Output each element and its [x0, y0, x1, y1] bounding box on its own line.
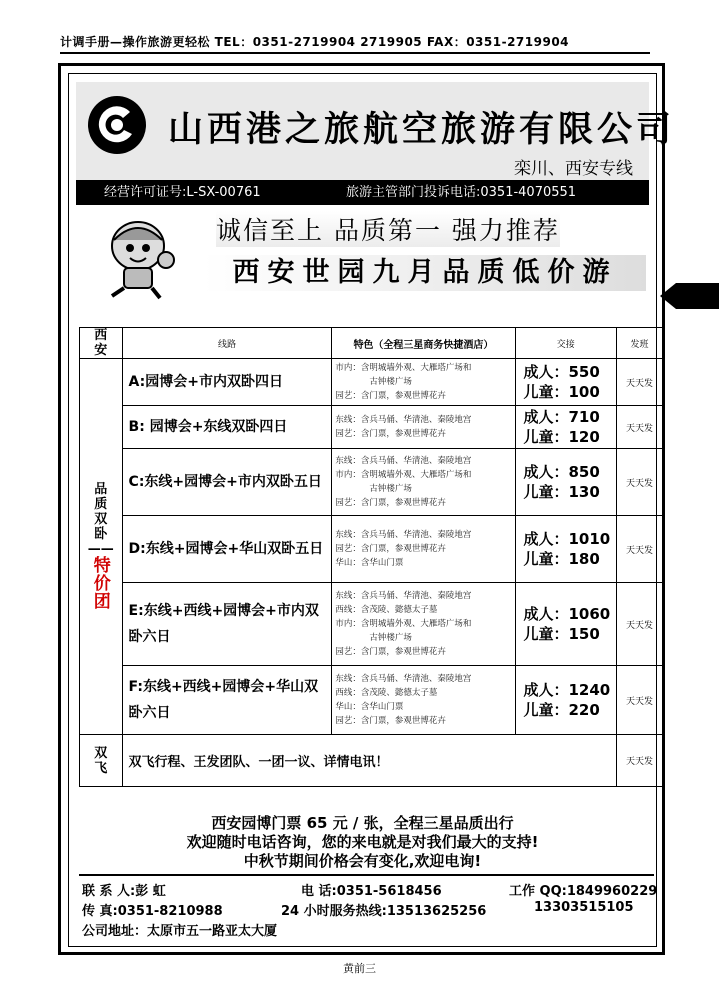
route-price: 成人：710 儿童：120	[515, 406, 617, 449]
license-bar	[76, 180, 649, 205]
contact-fax: 传 真:0351-8210988	[82, 904, 223, 919]
table-row	[80, 666, 663, 735]
route-price: 成人：1240 儿童：220	[515, 666, 617, 735]
header-price: 交接	[515, 328, 617, 359]
notes-line-1: 西安园博门票 65 元 / 张，全程三星品质出行	[211, 814, 514, 832]
table-row-air	[80, 735, 663, 787]
flyer-inner	[68, 73, 676, 947]
contact-address: 公司地址：太原市五一路亚太大厦	[82, 924, 278, 939]
mascot-cartoon-icon	[94, 210, 186, 300]
contact-phone: 电 话:0351-5618456	[301, 884, 442, 899]
route-features: 市内：含明城墙外观、大雁塔广场和 古钟楼广场 园艺：含门票，参观世博花卉	[332, 359, 515, 406]
contact-qq: 工作 QQ:1849960229	[509, 884, 658, 899]
flyer-frame	[58, 63, 676, 955]
air-departure: 天天发	[617, 735, 663, 787]
route-price: 成人：1060 儿童：150	[515, 583, 617, 666]
contact-block	[79, 874, 658, 939]
route-price: 成人：850 儿童：130	[515, 449, 617, 516]
complaint-phone: 旅游主管部门投诉电话:0351-4070551	[346, 185, 577, 200]
header-region: 西安	[80, 328, 123, 359]
route-departure: 天天发	[617, 449, 663, 516]
table-row	[80, 359, 663, 406]
route-name: A:园博会+市内双卧四日	[122, 359, 332, 406]
notes-line-2: 欢迎随时电话咨询，您的来电就是对我们最大的支持!	[186, 833, 539, 851]
route-line: 栾川、西安专线	[514, 159, 633, 179]
contact-mobile: 13303515105	[534, 900, 634, 915]
notes	[69, 814, 656, 871]
route-name: B: 园博会+东线双卧四日	[122, 406, 332, 449]
company-name: 山西港之旅航空旅游有限公司	[168, 110, 676, 150]
routes-table	[79, 327, 663, 787]
route-departure: 天天发	[617, 359, 663, 406]
route-name: C:东线+园博会+市内双卧五日	[122, 449, 332, 516]
route-features: 东线：含兵马俑、华清池、秦陵地宫 园艺：含门票，参观世博花卉 华山：含华山门票	[332, 516, 515, 583]
contact-person: 联 系 人:彭 虹	[82, 884, 166, 899]
table-row	[80, 583, 663, 666]
table-row	[80, 449, 663, 516]
header-feature: 特色（全程三星商务快捷酒店）	[332, 328, 515, 359]
route-departure: 天天发	[617, 666, 663, 735]
license-number: 经营许可证号:L-SX-00761	[104, 185, 261, 200]
route-departure: 天天发	[617, 516, 663, 583]
region-air: 双飞	[80, 735, 123, 787]
route-departure: 天天发	[617, 583, 663, 666]
air-route-text: 双飞行程、王发团队、一团一议、详情电讯！	[122, 735, 616, 787]
route-price: 成人：550 儿童：100	[515, 359, 617, 406]
region-quality: 品质双卧 —— 特价团	[80, 359, 123, 735]
side-tab-arrow-icon	[660, 283, 719, 309]
route-name: E:东线+西线+园博会+市内双卧六日	[122, 583, 332, 666]
route-name: D:东线+园博会+华山双卧五日	[122, 516, 332, 583]
route-features: 东线：含兵马俑、华清池、秦陵地宫 园艺：含门票，参观世博花卉	[332, 406, 515, 449]
slogan: 诚信至上 品质第一 强力推荐	[216, 211, 560, 247]
company-header	[76, 82, 676, 180]
table-row	[80, 406, 663, 449]
route-price: 成人：1010 儿童：180	[515, 516, 617, 583]
slogan-box	[76, 205, 649, 303]
promo-title: 西安世园九月品质低价游	[204, 255, 646, 291]
top-bar: 计调手册—操作旅游更轻松 TEL：0351-2719904 2719905 FAX：0351-2719904	[60, 34, 650, 54]
route-departure: 天天发	[617, 406, 663, 449]
route-name: F:东线+西线+园博会+华山双卧六日	[122, 666, 332, 735]
table-row	[80, 516, 663, 583]
route-features: 东线：含兵马俑、华清池、秦陵地宫 西线：含茂陵、懿德太子墓 市内：含明城墙外观、大雁塔广场和 古钟楼广场 园艺：含门票，参观世博花卉	[332, 583, 515, 666]
notes-line-3: 中秋节期间价格会有变化,欢迎电询!	[243, 852, 482, 870]
header-departure: 发班	[617, 328, 663, 359]
company-logo-icon	[86, 94, 148, 156]
contact-hotline: 24 小时服务热线:13513625256	[281, 904, 487, 919]
header-route: 线路	[122, 328, 332, 359]
route-features: 东线：含兵马俑、华清池、秦陵地宫 市内：含明城墙外观、大雁塔广场和 古钟楼广场 园艺：含门票，参观世博花卉	[332, 449, 515, 516]
page-footer: 黄前三	[343, 962, 376, 975]
route-features: 东线：含兵马俑、华清池、秦陵地宫 西线：含茂陵、懿德太子墓 华山：含华山门票 园艺：含门票，参观世博花卉	[332, 666, 515, 735]
table-header-row	[80, 328, 663, 359]
